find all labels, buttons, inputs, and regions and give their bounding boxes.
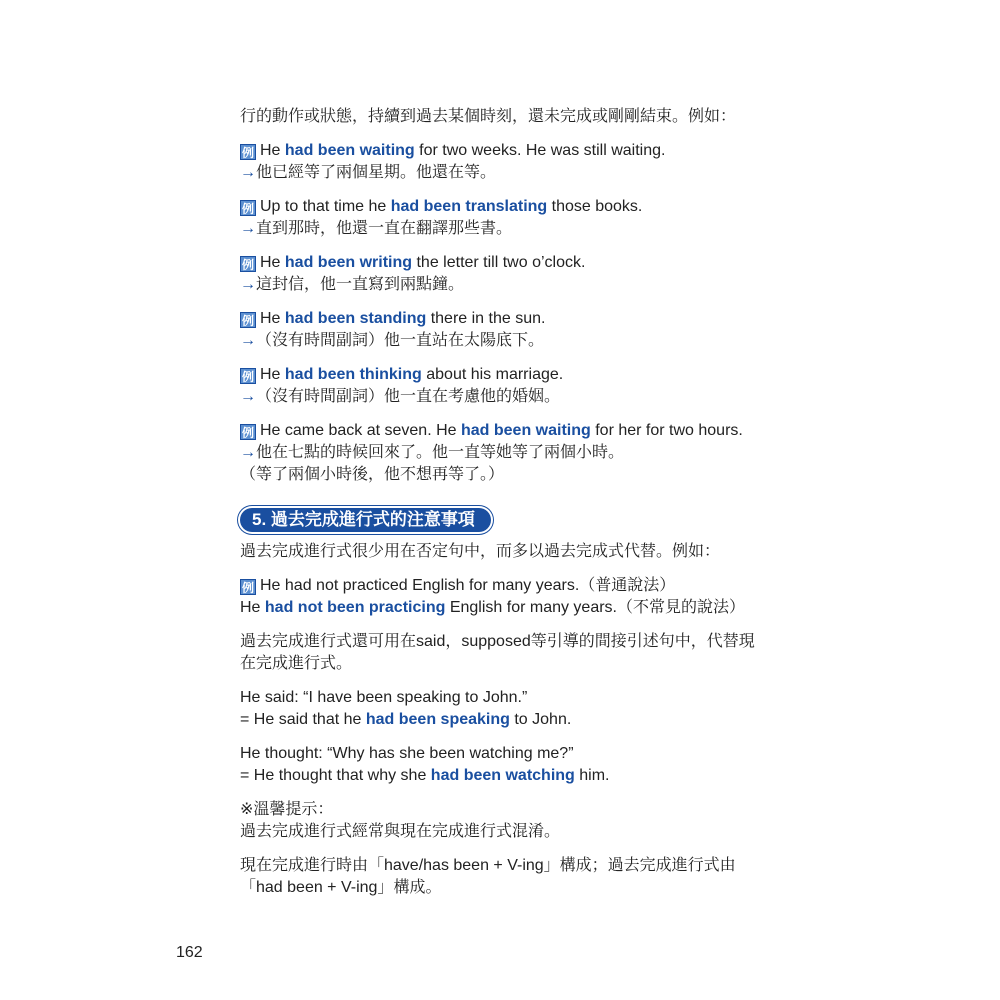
text-line (240, 442, 780, 464)
text-line (240, 575, 780, 597)
text-line (240, 420, 780, 442)
text-line (240, 743, 780, 765)
text-segment: there in the sun. (426, 310, 546, 327)
highlighted-phrase: had been standing (284, 310, 427, 327)
arrow-icon: → (240, 164, 256, 181)
page-number: 162 (176, 944, 203, 961)
arrow-icon: → (240, 388, 256, 405)
text-segment: （等了兩個小時後，他不想再等了。） (240, 466, 505, 483)
text-segment: 直到那時，他還一直在翻譯那些書。 (256, 220, 513, 237)
text-segment: （沒有時間副詞）他一直站在太陽底下。 (256, 332, 545, 349)
paragraph (240, 743, 780, 787)
paragraph (240, 541, 780, 563)
highlighted-phrase: had been translating (390, 198, 548, 215)
arrow-icon: → (240, 220, 256, 237)
text-segment: He had not practiced English for many years.（普通說法） (260, 577, 676, 594)
example-marker-icon: 例 (241, 426, 254, 440)
example-marker-icon: 例 (241, 314, 254, 328)
text-line (240, 765, 780, 787)
example-marker-icon: 例 (241, 581, 254, 595)
text-line (240, 855, 780, 877)
text-line (240, 653, 780, 675)
example-marker-icon: 例 (241, 258, 254, 272)
section-heading: 5. 過去完成進行式的注意事項 (240, 508, 491, 532)
text-segment: Up to that time he (260, 198, 391, 215)
text-segment: 「had been + V-ing」構成。 (240, 879, 442, 896)
text-segment: English for many years.（不常見的說法） (445, 599, 746, 616)
text-segment: He said: “I have been speaking to John.” (240, 689, 528, 706)
text-line (240, 140, 780, 162)
highlighted-phrase: had been thinking (284, 366, 422, 383)
text-segment: ※溫馨提示： (240, 801, 334, 818)
text-line (240, 386, 780, 408)
text-segment: 現在完成進行時由「have/has been + V-ing」構成；過去完成進行式由 (240, 857, 736, 874)
text-segment: 他已經等了兩個星期。他還在等。 (256, 164, 497, 181)
text-segment: those books. (547, 198, 643, 215)
text-line (240, 541, 780, 563)
text-segment: 他在七點的時候回來了。他一直等她等了兩個小時。 (256, 444, 625, 461)
text-segment: 在完成進行式。 (240, 655, 353, 672)
text-segment: He (260, 310, 285, 327)
highlighted-phrase: had been speaking (365, 711, 510, 728)
text-line (240, 709, 780, 731)
text-segment: （沒有時間副詞）他一直在考慮他的婚姻。 (256, 388, 561, 405)
text-segment: He (260, 142, 285, 159)
paragraph (240, 799, 780, 843)
paragraph (240, 687, 780, 731)
paragraph (240, 106, 780, 128)
text-segment: 過去完成進行式很少用在否定句中，而多以過去完成式代替。例如： (240, 543, 721, 560)
paragraph (240, 575, 780, 619)
example-marker-icon: 例 (241, 146, 254, 160)
paragraph (240, 196, 780, 240)
text-segment: 過去完成進行式經常與現在完成進行式混淆。 (240, 823, 561, 840)
text-segment: He (240, 599, 265, 616)
paragraph (240, 364, 780, 408)
paragraph (240, 140, 780, 184)
text-segment: for two weeks. He was still waiting. (414, 142, 666, 159)
text-segment: to John. (509, 711, 572, 728)
text-line (240, 252, 780, 274)
text-line (240, 106, 780, 128)
arrow-icon: → (240, 332, 256, 349)
example-marker-icon: 例 (241, 370, 254, 384)
text-line (240, 364, 780, 386)
text-segment: He came back at seven. He (260, 422, 461, 439)
highlighted-phrase: had been waiting (460, 422, 591, 439)
text-line (240, 597, 780, 619)
arrow-icon: → (240, 276, 256, 293)
paragraph (240, 420, 780, 486)
paragraph (240, 631, 780, 675)
text-line (240, 821, 780, 843)
paragraph (240, 855, 780, 899)
text-segment: He (260, 254, 285, 271)
text-line (240, 308, 780, 330)
text-line (240, 274, 780, 296)
highlighted-phrase: had been watching (430, 767, 575, 784)
paragraph (240, 252, 780, 296)
text-segment: He (260, 366, 285, 383)
text-segment: = He said that he (240, 711, 366, 728)
highlighted-phrase: had been waiting (284, 142, 415, 159)
example-marker-icon: 例 (241, 202, 254, 216)
text-segment: 行的動作或狀態，持續到過去某個時刻，還未完成或剛剛結束。例如： (240, 108, 737, 125)
text-segment: the letter till two o’clock. (412, 254, 586, 271)
text-line (240, 631, 780, 653)
highlighted-phrase: had not been practicing (264, 599, 446, 616)
text-line (240, 218, 780, 240)
paragraph (240, 308, 780, 352)
text-line (240, 196, 780, 218)
text-segment: 過去完成進行式還可用在said，supposed等引導的間接引述句中，代替現 (240, 633, 755, 650)
text-line (240, 162, 780, 184)
text-segment: about his marriage. (421, 366, 564, 383)
highlighted-phrase: had been writing (284, 254, 413, 271)
text-line (240, 877, 780, 899)
text-segment: him. (574, 767, 610, 784)
text-segment: for her for two hours. (590, 422, 743, 439)
text-line (240, 799, 780, 821)
text-segment: 這封信，他一直寫到兩點鐘。 (256, 276, 465, 293)
text-line (240, 330, 780, 352)
text-segment: = He thought that why she (240, 767, 431, 784)
arrow-icon: → (240, 444, 256, 461)
text-line (240, 687, 780, 709)
text-segment: He thought: “Why has she been watching me?” (240, 745, 574, 762)
text-line (240, 464, 780, 486)
